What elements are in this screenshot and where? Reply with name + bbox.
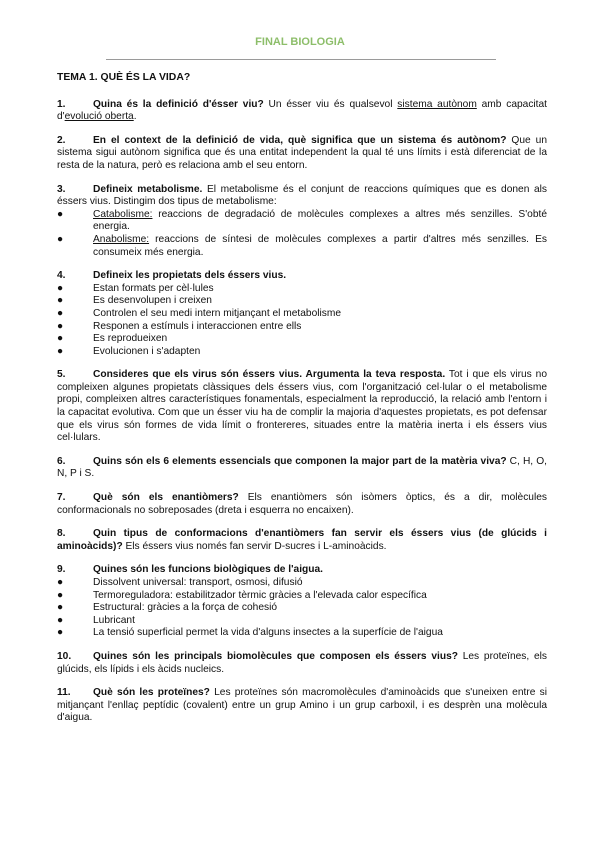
bullet-icon: ●: [57, 614, 64, 626]
bullet-icon: ●: [57, 602, 64, 614]
list-item-text: Dissolvent universal: transport, osmosi, difusió: [93, 577, 303, 588]
list-item: [57, 602, 547, 615]
list-item: [57, 577, 547, 590]
answer-text: amb capacitat d': [57, 98, 548, 123]
question-text: Quins són els 6 elements essencials que componen la major part de la matèria viva?: [93, 455, 507, 467]
underlined-term: sistema autònom: [397, 98, 477, 110]
list-item-text: Termoreguladora: estabilitzador tèrmic gràcies a l'elevada calor específica: [93, 589, 427, 601]
list-item: [57, 321, 547, 334]
question-10: [57, 651, 547, 676]
bullet-icon: ●: [57, 627, 64, 639]
section-title: TEMA 1. QUÈ ÉS LA VIDA?: [57, 72, 191, 83]
question-number: 11.: [57, 687, 71, 699]
question-number: 8.: [57, 528, 66, 540]
bullet-icon: ●: [57, 233, 64, 245]
header-divider: [106, 59, 496, 60]
answer-text: .: [133, 111, 137, 123]
list-item-text: Estan formats per cèl·lules: [93, 282, 214, 294]
question-1: [57, 99, 547, 124]
question-number: 5.: [57, 369, 66, 381]
list-item-text: Evolucionen i s'adapten: [93, 345, 201, 357]
question-text: Defineix les propietats dels éssers vius.: [93, 270, 287, 282]
question-number: 1.: [57, 98, 66, 110]
list-item: [57, 627, 547, 640]
bullet-icon: ●: [57, 295, 64, 307]
question-11: [57, 687, 547, 725]
answer-text: Un ésser viu és qualsevol: [263, 98, 398, 110]
question-text: Quina és la definició d'ésser viu?: [93, 98, 264, 110]
question-text: Què són els enantiòmers?: [93, 492, 239, 504]
bullet-icon: ●: [57, 577, 64, 588]
answer-text: Els enantiòmers són isòmers òptics, és a dir, molècules conformacionals no sobreposades (dreta i esquerra no encaixen).: [57, 492, 547, 516]
question-number: 7.: [57, 492, 66, 504]
question-number: 2.: [57, 134, 66, 146]
question-7: [57, 492, 547, 517]
header-title: FINAL BIOLOGIA: [255, 36, 345, 48]
answer-text: Les proteïnes són macromolècules d'aminoàcids que s'uneixen entre si mitjançant l'enllaç peptídic (covalent) entre un grup Amino i un grup carboxil, i es desprèn una molècula d'aigua.: [57, 687, 547, 724]
question-2: [57, 135, 547, 173]
question-4: [57, 270, 547, 358]
bullet-list: [57, 283, 547, 359]
question-number: 3.: [57, 183, 66, 195]
bullet-icon: ●: [57, 282, 64, 294]
list-item: [57, 590, 547, 603]
list-item: [57, 333, 547, 346]
answer-text: Tot i que els virus no compleixen algunes propietats clàssiques dels éssers vius, com l'organització cel·lular o el metabolisme propi, compleixen altres característiques fonamentals, especialment la reproducció, la relació amb l'entorn i la capacitat evolutiva. Com que un ésser viu ha de complir la majoria d'aquestes propietats, es pot defensar que els virus són formes de vida límit o frontereres, situades entre la matèria inerta i els éssers vius cel·lulars.: [57, 369, 547, 444]
question-text: En el context de la definició de vida, què significa que un sistema és autònom?: [93, 134, 507, 146]
bullet-icon: ●: [57, 320, 64, 332]
document-body: [57, 72, 547, 736]
answer-text: Les proteïnes, els glúcids, els lípids i els àcids nucleics.: [57, 650, 547, 675]
bullet-icon: ●: [57, 589, 64, 601]
question-9: [57, 564, 547, 640]
bullet-icon: ●: [57, 307, 64, 319]
list-item-text: Es reprodueixen: [93, 333, 168, 345]
list-item: [57, 308, 547, 321]
list-item-text: reaccions de síntesi de molècules complexes a partir d'altres més senzilles. Es consumeix més energia.: [93, 233, 547, 258]
list-item-text: Responen a estímuls i interaccionen entre ells: [93, 320, 302, 332]
question-8: [57, 528, 547, 553]
question-number: 9.: [57, 564, 66, 576]
list-item-text: Lubricant: [93, 614, 135, 626]
answer-text: El metabolisme és el conjunt de reaccions químiques que es donen als éssers vius. Distingim dos tipus de metabolisme:: [57, 183, 548, 208]
list-item: [57, 283, 547, 296]
list-item-text: Es desenvolupen i creixen: [93, 295, 212, 307]
list-item-text: Estructural: gràcies a la força de cohesió: [93, 602, 278, 614]
list-item: [57, 209, 547, 234]
question-number: 10.: [57, 650, 72, 662]
question-text: Quines són les funcions biològiques de l'aigua.: [93, 564, 323, 576]
list-item-text: reaccions de degradació de molècules complexes a altres més senzilles. S'obté energia.: [93, 208, 547, 233]
answer-text: C, H, O, N, P i S.: [57, 455, 547, 480]
underlined-term: Catabolisme:: [93, 208, 153, 220]
bullet-icon: ●: [57, 333, 64, 345]
underlined-term: Anabolisme:: [93, 233, 150, 245]
list-item: [57, 234, 547, 259]
question-text: Quin tipus de conformacions d'enantiòmers fan servir els éssers vius (de glúcids i aminoàcids)?: [57, 528, 547, 552]
answer-text: Els éssers vius només fan servir D-sucres i L-aminoàcids.: [122, 540, 387, 552]
question-5: [57, 369, 547, 445]
bullet-list: [57, 577, 547, 640]
question-text: Quines són les principals biomolècules que composen els éssers vius?: [93, 650, 458, 662]
question-6: [57, 456, 547, 481]
question-number: 6.: [57, 455, 66, 467]
answer-text: Que un sistema sigui autònom significa que és una entitat independent la qual té uns límits i està diferenciat de la resta de la natura, però es relaciona amb el seu entorn.: [57, 134, 547, 171]
question-text: Defineix metabolisme.: [93, 183, 203, 195]
question-text: Què són les proteïnes?: [93, 687, 210, 699]
question-text: Consideres que els virus són éssers vius. Argumenta la teva resposta.: [93, 369, 446, 381]
bullet-icon: ●: [57, 208, 64, 220]
list-item: [57, 346, 547, 359]
bullet-list: [57, 209, 547, 259]
bullet-icon: ●: [57, 345, 64, 357]
question-3: [57, 184, 547, 260]
list-item-text: La tensió superficial permet la vida d'alguns insectes a la superfície de l'aigua: [93, 627, 443, 639]
list-item-text: Controlen el seu medi intern mitjançant el metabolisme: [93, 307, 342, 319]
question-number: 4.: [57, 270, 66, 282]
underlined-term: evolució oberta: [64, 111, 134, 123]
list-item: [57, 615, 547, 628]
list-item: [57, 295, 547, 308]
